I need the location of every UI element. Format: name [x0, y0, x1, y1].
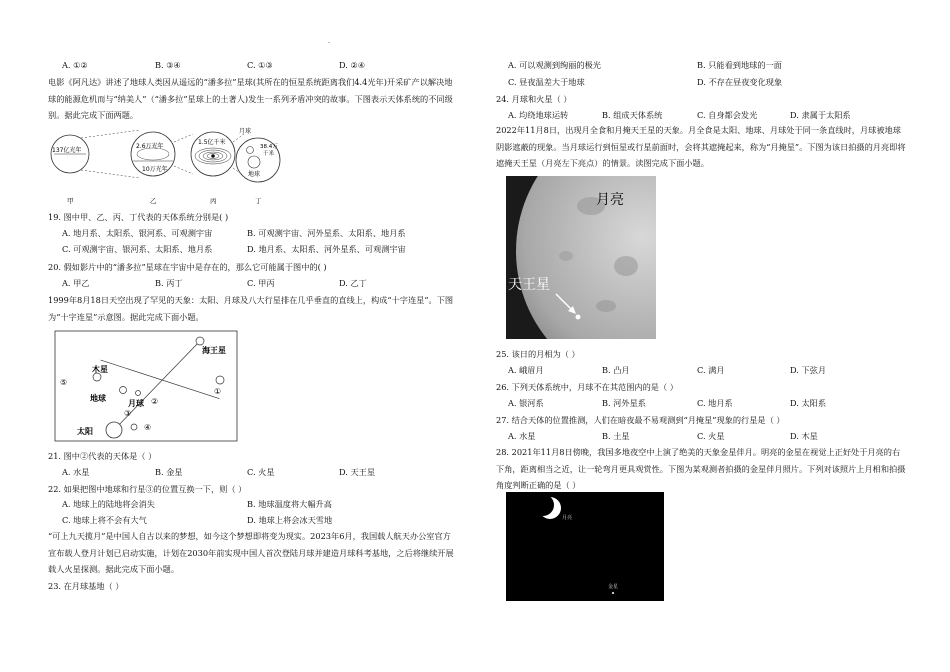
passage-cross-planets: 1999年8月18日天空出现了罕见的天象：太阳、月球及八大行星排在几乎垂直的直线上，构成“十字连星”。下图为“十字连星”示意图。据此完成下面小题。 [48, 295, 454, 322]
q27-stem: 27. 结合天体的位置推测，人们在暗夜最不易观测到“月掩星”现象的行星是（ ） [496, 415, 785, 425]
q27-option-d: D. 木星 [790, 431, 818, 441]
option-d: D. ②④ [339, 60, 366, 70]
q26-option-b: B. 河外星系 [602, 398, 646, 408]
q26-option-d: D. 太阳系 [790, 398, 827, 408]
label-moon: 月球 [128, 399, 144, 408]
option-c: C. ①③ [247, 60, 273, 70]
num-5: ⑤ [60, 378, 68, 387]
q26-option-a: A. 银河系 [508, 398, 544, 408]
top-dot: . [328, 38, 330, 45]
caption-ding: 丁 [255, 197, 262, 205]
q23-stem: 23. 在月球基地（ ） [48, 581, 124, 591]
q19-stem: 19. 图中甲、乙、丙、丁代表的天体系统分别是( ) [48, 212, 229, 222]
q22-option-b: B. 地球温度将大幅升高 [247, 499, 332, 509]
label-150million-km: 1.5亿千米 [198, 139, 226, 146]
caption-yi: 乙 [150, 197, 157, 205]
num-4: ④ [144, 423, 152, 432]
label-384000: 38.4万 [260, 144, 278, 150]
q28-stem: 28. 2021年11月8日傍晚，我国多地夜空中上演了绝美的天象金星伴月。明亮的金星在视觉上正好处于月亮的右下角，距离相当之近，让一轮弯月更具观赏性。下图为某观测者拍摄的金星伴月照片。下列对该照片上月相和拍摄角度判断正确的是（ ） [496, 447, 906, 490]
passage-avatar: 电影《阿凡达》讲述了地球人类因从遥远的“潘多拉”星球(其所在的恒星系统距离我们4.4光年)开采矿产以解决地球的能源危机而与“纳美人”（“潘多拉”星球上的土著人)发生一系列矛盾冲突的故事。下图表示天体系统的不同级别。据此完成下面两题。 [48, 77, 453, 120]
label-moon: 月球 [239, 128, 252, 135]
q22-option-c: C. 地球上将不会有大气 [62, 515, 147, 525]
q21-option-a: A. 水星 [62, 467, 90, 477]
q21-option-c: C. 火星 [247, 467, 275, 477]
moon-label: 月亮 [596, 192, 624, 208]
q24-option-a: A. 均绕地球运转 [508, 110, 569, 120]
label-jupiter: 木星 [92, 365, 108, 374]
caption-bing: 丙 [210, 197, 217, 205]
q24-stem: 24. 月球和火星（ ） [496, 94, 572, 104]
q25-option-d: D. 下弦月 [790, 365, 827, 375]
q20-stem: 20. 假如影片中的“潘多拉”星球在宇宙中是存在的，那么它可能属于图中的( ) [48, 262, 327, 272]
label-sun: 太阳 [77, 427, 93, 436]
q20-option-d: D. 乙丁 [339, 278, 367, 288]
q24-option-b: B. 组成天体系统 [602, 110, 663, 120]
q20-option-a: A. 甲乙 [62, 278, 90, 288]
venus-moon-photo [506, 492, 664, 601]
q21-option-b: B. 金星 [155, 467, 183, 477]
q23-option-b: B. 只能看到地球的一面 [697, 60, 782, 70]
q27-option-b: B. 土星 [602, 431, 630, 441]
q26-stem: 26. 下列天体系统中，月球不在其范围内的是（ ） [496, 382, 678, 392]
q21-stem: 21. 图中②代表的天体是（ ） [48, 451, 157, 461]
q25-option-a: A. 峨眉月 [508, 365, 544, 375]
venus-dot [612, 592, 614, 594]
uranus-dot [576, 315, 581, 320]
q23-option-c: C. 昼夜温差大于地球 [508, 77, 585, 87]
q26-option-c: C. 地月系 [697, 398, 733, 408]
q23-option-d: D. 不存在昼夜变化现象 [697, 77, 783, 87]
q22-option-d: D. 地球上将会冰天雪地 [247, 515, 333, 525]
num-2: ② [151, 397, 159, 406]
label-26000ly: 2.6万光年 [136, 143, 164, 150]
num-3: ③ [124, 409, 132, 418]
option-a: A. ①② [62, 60, 88, 70]
q27-option-c: C. 火星 [697, 431, 725, 441]
q27-option-a: A. 水星 [508, 431, 536, 441]
label-earth: 地球 [90, 394, 106, 403]
q21-option-d: D. 天王星 [339, 467, 376, 477]
q22-stem: 22. 如果把图中地球和行星③的位置互换一下，则（ ） [48, 484, 247, 494]
label-earth: 地球 [248, 171, 261, 178]
q20-option-c: C. 甲丙 [247, 278, 275, 288]
q19-option-d: D. 地月系、太阳系、河外星系、可观测宇宙 [247, 244, 406, 254]
uranus-label: 天王星 [508, 277, 550, 293]
label-neptune: 海王星 [202, 346, 226, 355]
passage-moon-base: “可上九天揽月”是中国人自古以来的梦想，如今这个梦想即将变为现实。2023年6月，我国载人航天办公室官方宣布载人登月计划已启动实施，计划在2030年前实现中国人首次登陆月球并建造月球科考基地，之后将继续开展载人火星探测。据此完成下面小题。 [48, 531, 454, 574]
venus-label: 金星 [608, 584, 619, 590]
q22-option-a: A. 地球上的陆地将会消失 [62, 499, 155, 509]
q25-stem: 25. 该日的月相为（ ） [496, 349, 580, 359]
q23-option-a: A. 可以观测到绚丽的极光 [508, 60, 601, 70]
label-km: 千米 [263, 151, 275, 157]
label-100000ly: 10万光年 [142, 166, 168, 173]
q25-option-c: C. 满月 [697, 365, 725, 375]
label-137: 137亿光年 [52, 147, 82, 154]
q25-option-b: B. 凸月 [602, 365, 630, 375]
passage-eclipse: 2022年11月8日，出现月全食和月掩天王星的天象。月全食是太阳、地球、月球处于同一条直线时，月球被地球阴影遮蔽的现象。当月球运行到恒星或行星前面时，会将其遮掩起来，称为“月掩星”。下图为该日拍摄的月亮即将遮掩天王星（月亮左下亮点）的情景。读图完成下面小题。 [496, 125, 906, 168]
caption-jia: 甲 [67, 197, 74, 205]
q20-option-b: B. 丙丁 [155, 278, 183, 288]
moon-label: 月亮 [562, 515, 573, 521]
q24-option-c: C. 自身都会发光 [697, 110, 758, 120]
celestial-system-diagram [48, 124, 293, 208]
cross-alignment-diagram [54, 330, 239, 442]
num-1: ① [214, 387, 222, 396]
q19-option-c: C. 可观测宇宙、银河系、太阳系、地月系 [62, 244, 213, 254]
q19-option-b: B. 可观测宇宙、河外星系、太阳系、地月系 [247, 228, 406, 238]
moon-uranus-photo [506, 176, 656, 339]
q19-option-a: A. 地月系、太阳系、银河系、可观测宇宙 [62, 228, 213, 238]
option-b: B. ③④ [155, 60, 181, 70]
q24-option-d: D. 隶属于太阳系 [790, 110, 851, 120]
